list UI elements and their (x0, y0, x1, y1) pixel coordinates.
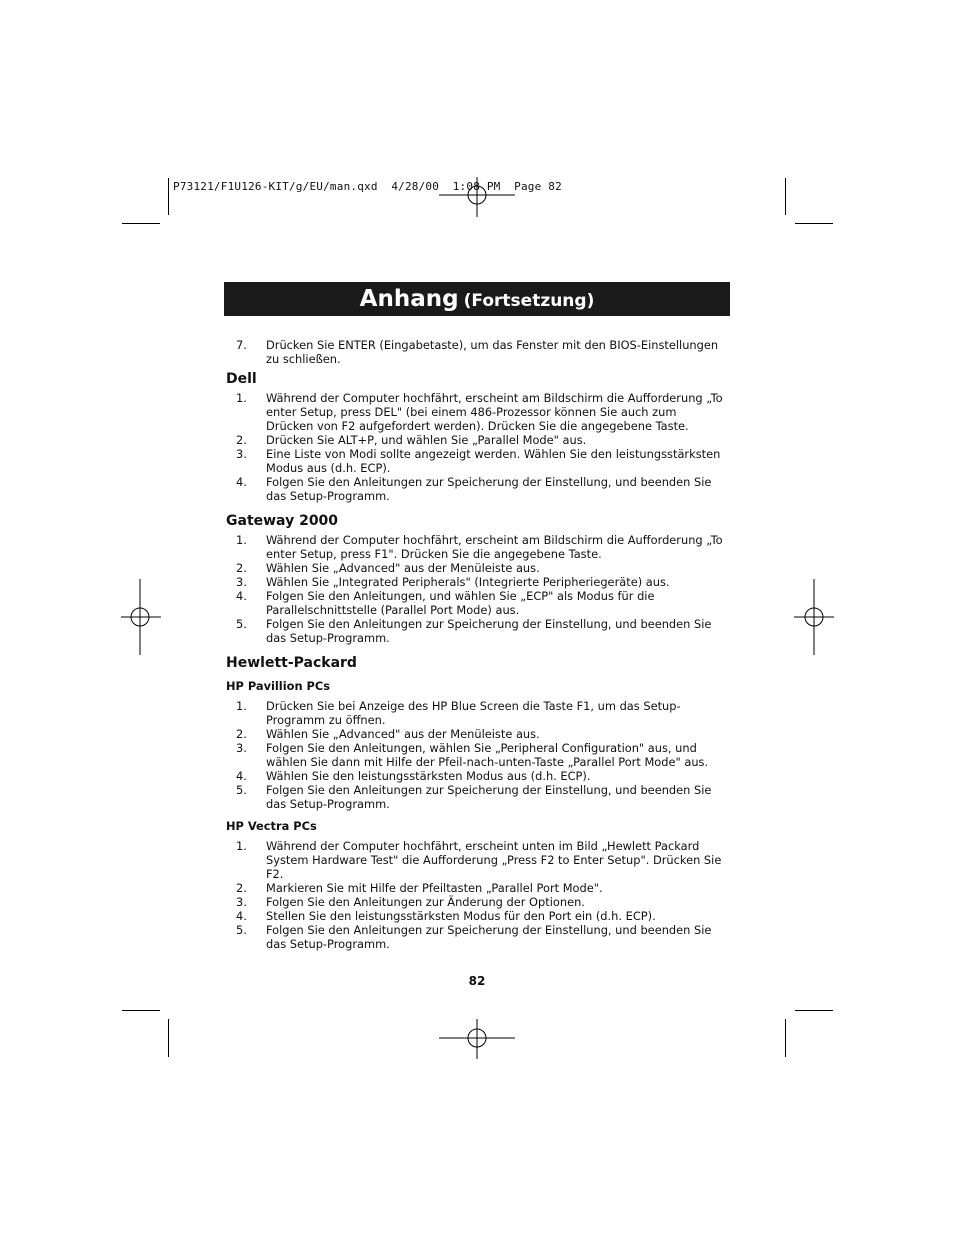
hp-pavillion-list (226, 699, 726, 811)
print-slug: P73121/F1U126-KIT/g/EU/man.qxd 4/28/00 1:08 PM Page 82 (173, 180, 562, 193)
list-item: 3. Folgen Sie den Anleitungen zur Änderung der Optionen. (236, 895, 585, 909)
list-item: 5. Folgen Sie den Anleitungen zur Speicherung der Einstellung, und beenden Sie das Setup-Programm. (236, 783, 712, 811)
list-item: 7. Drücken Sie ENTER (Eingabetaste), um das Fenster mit den BIOS-Einstellungen zu schließen. (236, 338, 719, 366)
registration-mark-left-icon (121, 579, 161, 655)
list-item: 4. Folgen Sie den Anleitungen, und wählen Sie „ECP" als Modus für die Parallelschnittstelle (Parallel Port Mode) aus. (236, 589, 655, 617)
list-item: 2. Wählen Sie „Advanced" aus der Menüleiste aus. (236, 727, 540, 741)
list-item: 3. Wählen Sie „Integrated Peripherals" (Integrierte Peripheriegeräte) aus. (236, 575, 670, 589)
dell-list (226, 391, 726, 503)
list-item: 4. Folgen Sie den Anleitungen zur Speicherung der Einstellung, und beenden Sie das Setup-Programm. (236, 475, 712, 503)
section-title-bar (224, 282, 730, 316)
registration-mark-top-icon (439, 177, 515, 217)
registration-mark-bottom-icon (439, 1019, 515, 1059)
page-subtitle: (Fortsetzung) (463, 291, 595, 311)
list-item: 3. Folgen Sie den Anleitungen, wählen Sie „Peripheral Configuration" aus, und wählen Sie dann mit Hilfe der Pfeil-nach-unten-Taste „Parallel Port Mode" aus. (236, 741, 709, 769)
list-item: 1. Während der Computer hochfährt, erscheint am Bildschirm die Aufforderung „To enter Setup, press F1". Drücken Sie die angegebene Taste. (236, 533, 723, 561)
list-item: 5. Folgen Sie den Anleitungen zur Speicherung der Einstellung, und beenden Sie das Setup-Programm. (236, 617, 712, 645)
list-item: 1. Während der Computer hochfährt, erscheint unten im Bild „Hewlett Packard System Hardware Test" die Aufforderung „Press F2 to Enter Setup". Drücken Sie F2. (236, 839, 722, 881)
list-item: 2. Drücken Sie ALT+P, und wählen Sie „Parallel Mode" aus. (236, 433, 587, 447)
section-heading-dell: Dell (226, 371, 257, 387)
crop-mark-bottom-left-h (122, 1010, 160, 1011)
main-content (226, 338, 726, 951)
crop-mark-top-left-h (122, 223, 160, 224)
list-item: 3. Eine Liste von Modi sollte angezeigt werden. Wählen Sie den leistungsstärksten Modus aus (d.h. ECP). (236, 447, 721, 475)
section-heading-gateway: Gateway 2000 (226, 513, 339, 529)
crop-mark-bottom-left-v (168, 1019, 169, 1057)
gateway-list (226, 533, 726, 645)
list-item: 2. Wählen Sie „Advanced" aus der Menüleiste aus. (236, 561, 540, 575)
crop-mark-bottom-right-h (795, 1010, 833, 1011)
hp-vectra-list (226, 839, 726, 951)
list-item: 4. Wählen Sie den leistungsstärksten Modus aus (d.h. ECP). (236, 769, 591, 783)
list-item: 4. Stellen Sie den leistungsstärksten Modus für den Port ein (d.h. ECP). (236, 909, 656, 923)
crop-mark-top-right-v (785, 178, 786, 215)
crop-mark-bottom-right-v (785, 1019, 786, 1057)
list-item: 1. Während der Computer hochfährt, erscheint am Bildschirm die Aufforderung „To enter Setup, press DEL" (bei einem 486-Prozessor können Sie auch zum Drücken von F2 aufgefordert werden). Drücken Sie die angegebene Taste. (236, 391, 723, 433)
list-item: 5. Folgen Sie den Anleitungen zur Speicherung der Einstellung, und beenden Sie das Setup-Programm. (236, 923, 712, 951)
subsection-heading-hp-pavillion: HP Pavillion PCs (226, 679, 331, 693)
list-item: 2. Markieren Sie mit Hilfe der Pfeiltasten „Parallel Port Mode". (236, 881, 603, 895)
subsection-heading-hp-vectra: HP Vectra PCs (226, 819, 317, 833)
page-title: Anhang (359, 286, 459, 312)
page-number: 82 (468, 974, 486, 988)
list-item: 1. Drücken Sie bei Anzeige des HP Blue Screen die Taste F1, um das Setup-Programm zu öffnen. (236, 699, 681, 727)
registration-mark-right-icon (794, 579, 834, 655)
section-heading-hp: Hewlett-Packard (226, 655, 357, 671)
crop-mark-top-left-v (168, 178, 169, 215)
crop-mark-top-right-h (795, 223, 833, 224)
